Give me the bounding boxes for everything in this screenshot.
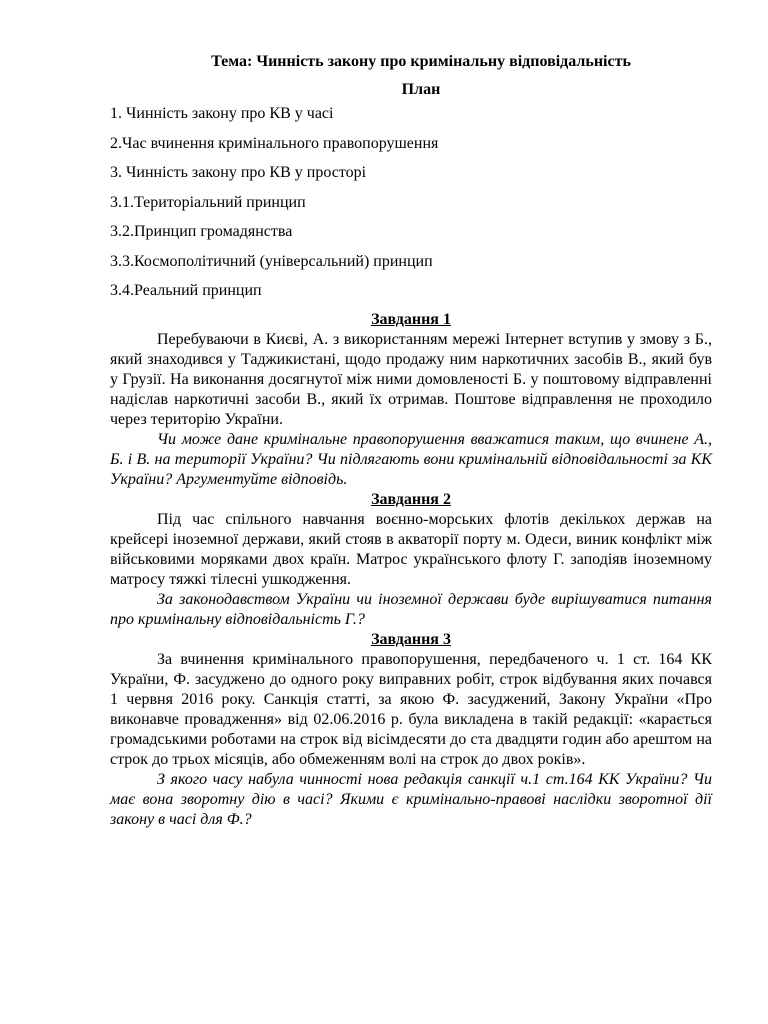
plan-heading: План [401, 81, 441, 98]
task-heading: Завдання 1 [371, 311, 451, 328]
plan-item: 3.2.Принцип громадянства [110, 223, 293, 240]
document-page [110, 50, 712, 830]
task-heading: Завдання 3 [371, 631, 451, 648]
plan-item: 3.3.Космополітичний (універсальний) принцип [110, 252, 433, 270]
task-question: Чи може дане кримінальне правопорушення вважатися таким, що вчинене А., Б. і В. на території України? Чи підлягають вони кримінальній відповідальності за КК України? Аргументуйте відповідь. [110, 431, 712, 488]
task-1 [110, 310, 712, 490]
task-body: Перебуваючи в Києві, А. з використанням мережі Інтернет вступив у змову з Б., який знаходився у Таджикистані, щодо продажу ним наркотичних засобів В., який був у Грузії. На виконання досягнутої між ними домовленості Б. у поштовому відправленні надіслав наркотичні засоби В., який їх отримав. Поштове відправлення не проходило через територію України. [110, 331, 712, 428]
task-3 [110, 630, 712, 830]
task-heading: Завдання 2 [371, 491, 451, 508]
task-question: За законодавством України чи іноземної держави буде вирішуватися питання про кримінальну відповідальність Г.? [110, 591, 712, 628]
task-question: З якого часу набула чинності нова редакція санкції ч.1 ст.164 КК України? Чи має вона зворотну дію в часі? Якими є кримінально-правові наслідки зворотної дії закону в часі для Ф.? [110, 771, 712, 828]
plan-item: 3.4.Реальний принцип [110, 282, 262, 299]
plan-item: 3.1.Територіальний принцип [110, 193, 306, 211]
plan-item: 1. Чинність закону про КВ у часі [110, 105, 334, 122]
plan-list [110, 104, 712, 301]
plan-item: 2.Час вчинення кримінального правопорушення [110, 134, 439, 152]
task-body: Під час спільного навчання воєнно-морських флотів декількох держав на крейсері іноземної держави, який стояв в акваторії порту м. Одеси, виник конфлікт між військовими моряками двох країн. Матрос українського флоту Г. заподіяв іноземному матросу тяжкі тілесні ушкодження. [110, 511, 712, 588]
task-2 [110, 490, 712, 630]
document-title: Тема: Чинність закону про кримінальну відповідальність [211, 53, 631, 70]
task-body: За вчинення кримінального правопорушення, передбаченого ч. 1 ст. 164 КК України, Ф. засуджено до одного року виправних робіт, строк відбування яких почався 1 червня 2016 року. Санкція статті, за якою Ф. засуджений, Закону України «Про виконавче провадження» від 02.06.2016 р. була викладена в такій редакції: «карається громадськими роботами на строк від вісімдесяти до ста двадцяти годин або арештом на строк до трьох місяців, або обмеженням волі на строк до двох років». [110, 651, 712, 768]
plan-item: 3. Чинність закону про КВ у просторі [110, 164, 367, 181]
